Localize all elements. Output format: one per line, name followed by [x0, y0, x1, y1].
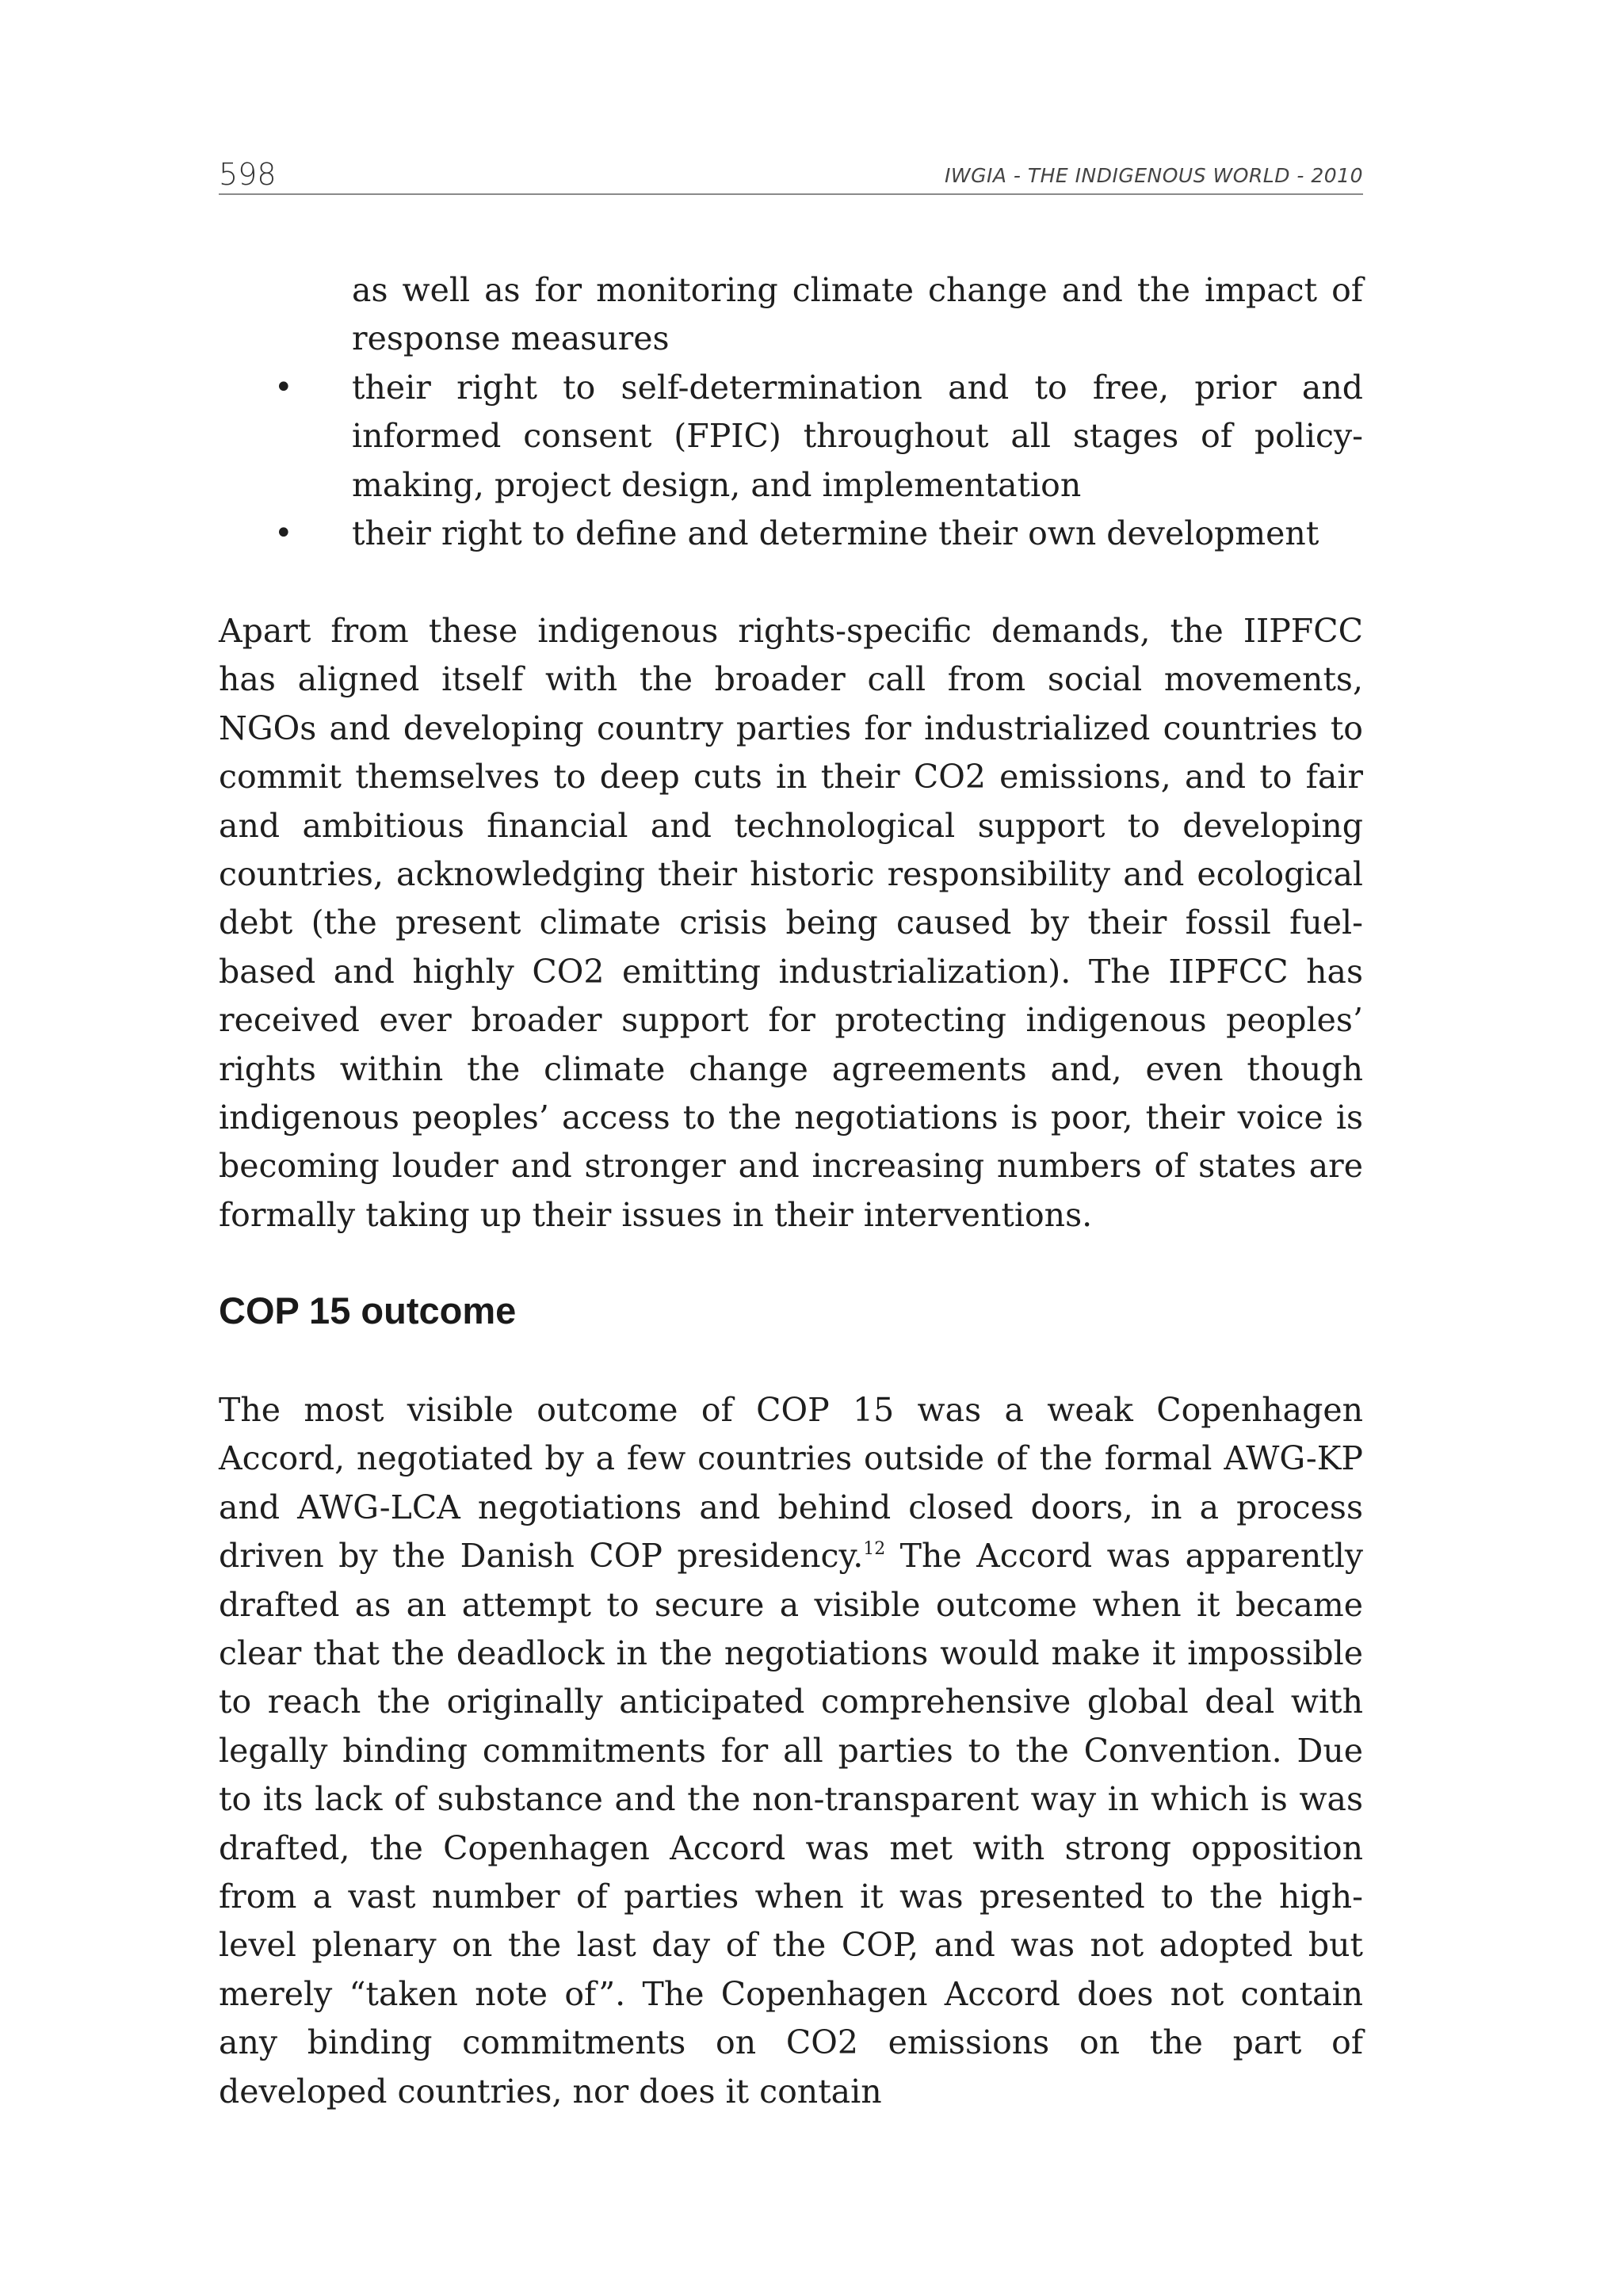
paragraph-iipfcc-alignment: Apart from these indigenous rights-specific demands, the IIPFCC has aligned itself with the broader call from social movements, NGOs and developing country parties for industrialized countries to commit themselves to deep cuts in their CO2 emissions, and to fair and ambitious financial and technological support to developing countries, acknowledging their historic responsibility and ecological debt (the present climate crisis being caused by their fossil fuel-based and highly CO2 emitting industrialization). The IIPFCC has received ever broader support for protecting indigenous peoples’ rights within the climate change agreements and, even though indigenous peoples’ access to the negotiations is poor, their voice is becoming louder and stronger and increasing numbers of states are formally taking up their issues in their interventions. [219, 612, 1363, 1234]
page-header [219, 155, 1363, 195]
bullet-icon: • [274, 515, 293, 552]
list-item-text: their right to self-determination and to free, prior and informed consent (FPIC) throughout all stages of policy-making, project design, and implementation [352, 368, 1363, 504]
list-item [219, 364, 1363, 510]
list-item-text: their right to define and determine their own development [352, 514, 1319, 553]
paragraph-cop15-outcome [219, 1386, 1363, 2116]
paragraph-text-part1: The most visible outcome of COP 15 was a weak Copenhagen Accord, negotiated by a few countries outside of the formal AWG-KP and AWG-LCA negotiations and behind closed doors, in a process driven by the Danish COP presidency. [219, 1391, 1363, 1576]
running-head: IWGIA - THE INDIGENOUS WORLD - 2010 [944, 164, 1363, 187]
section-heading: COP 15 outcome [219, 1289, 517, 1331]
bullet-icon: • [274, 369, 293, 406]
list-item [219, 510, 1363, 558]
paragraph-text-part2: The Accord was apparently drafted as an attempt to secure a visible outcome when it became clear that the deadlock in the negotiations would make it impossible to reach the originally anticipated comprehensive global deal with legally binding commitments for all parties to the Convention. Due to its lack of substance and the non-transparent way in which is was drafted, the Copenhagen Accord was met with strong opposition from a vast number of parties when it was presented to the high-level plenary on the last day of the COP, and was not adopted but merely “taken note of”. The Copenhagen Accord does not contain any binding commitments on CO2 emissions on the part of developed countries, nor does it contain [219, 1537, 1364, 2111]
footnote-reference[interactable]: 12 [863, 1539, 886, 1560]
bullet-list [219, 266, 1363, 558]
page-number: 598 [219, 157, 277, 192]
list-item-continuation: as well as for monitoring climate change and the impact of response measures [352, 271, 1363, 358]
